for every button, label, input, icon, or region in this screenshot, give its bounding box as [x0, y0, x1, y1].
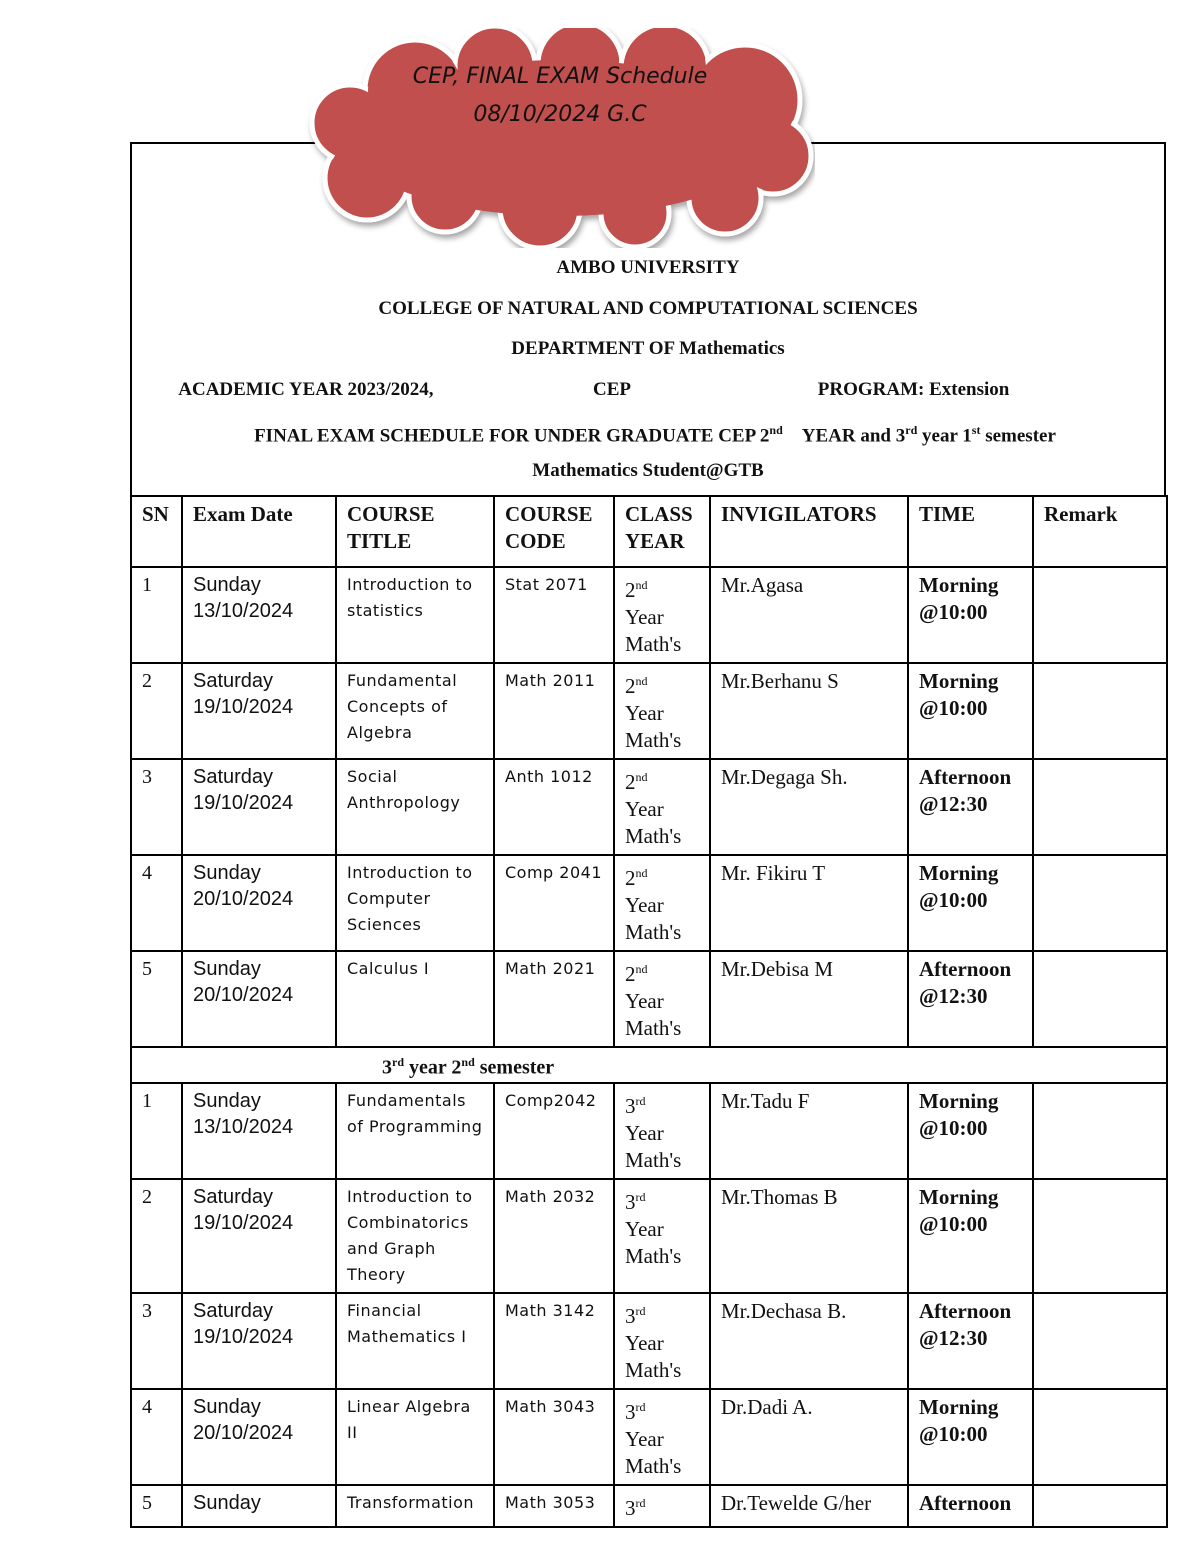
time-value: @10:00 — [919, 1115, 988, 1140]
class-year-cell — [614, 759, 710, 855]
course-title-cell: Fundamentals of Programming — [336, 1083, 494, 1179]
section-heading-row — [131, 1047, 1167, 1083]
class-year-text: Year Math's — [625, 1330, 682, 1382]
exam-day: Saturday — [193, 1299, 274, 1322]
time-cell — [908, 855, 1033, 951]
column-header: COURSE TITLE — [336, 496, 494, 567]
exam-date-cell — [182, 1485, 336, 1527]
exam-date: 19/10/2024 — [193, 1325, 294, 1348]
exam-date-cell — [182, 567, 336, 663]
schedule-title-part: year 1 — [917, 425, 972, 447]
course-code-cell: Stat 2071 — [494, 567, 614, 663]
exam-day: Sunday — [193, 1491, 261, 1514]
time-period: Afternoon — [919, 765, 1012, 789]
course-title-cell: Introduction to Combinatorics and Graph Theory — [336, 1179, 494, 1293]
exam-date: 20/10/2024 — [193, 1421, 294, 1444]
class-year-number: 3 — [625, 1093, 636, 1118]
column-header: SN — [131, 496, 182, 567]
schedule-title-sup: nd — [769, 423, 783, 437]
invigilator-cell: Mr.Degaga Sh. — [710, 759, 908, 855]
course-title-cell: Financial Mathematics I — [336, 1293, 494, 1389]
department-name: DEPARTMENT OF Mathematics — [511, 338, 785, 359]
course-code-cell: Comp 2041 — [494, 855, 614, 951]
invigilator-cell: Mr.Debisa M — [710, 951, 908, 1047]
time-cell — [908, 1485, 1033, 1527]
exam-day: Sunday — [193, 862, 261, 884]
class-year-number: 2 — [625, 770, 636, 794]
time-period: Afternoon — [919, 957, 1012, 981]
invigilator-cell: Dr.Dadi A. — [710, 1389, 908, 1485]
remark-cell — [1033, 567, 1167, 663]
sn-cell: 5 — [131, 1485, 182, 1527]
class-year-suffix: rd — [635, 1399, 646, 1414]
time-period: Morning — [919, 1088, 999, 1113]
course-code-cell: Math 3053 — [494, 1485, 614, 1527]
class-year-suffix: nd — [635, 674, 648, 688]
exam-day: Saturday — [193, 670, 274, 692]
exam-day: Sunday — [193, 1395, 261, 1418]
time-cell — [908, 1389, 1033, 1485]
exam-date: 19/10/2024 — [193, 696, 294, 718]
time-value: @12:30 — [919, 984, 988, 1008]
column-header: Remark — [1033, 496, 1167, 567]
remark-cell — [1033, 951, 1167, 1047]
course-title-cell: Linear Algebra II — [336, 1389, 494, 1485]
course-code-cell: Math 3043 — [494, 1389, 614, 1485]
time-value: @10:00 — [919, 1421, 988, 1446]
schedule-title-part: semester — [980, 425, 1056, 447]
class-year-cell — [614, 951, 710, 1047]
class-year-cell — [614, 1389, 710, 1485]
class-year-suffix: rd — [635, 1303, 646, 1318]
section-heading-part: year 2 — [404, 1056, 462, 1079]
class-year-number: 2 — [625, 578, 636, 602]
schedule-title-part: FINAL EXAM SCHEDULE FOR UNDER GRADUATE CEP 2 — [254, 425, 770, 447]
table-row — [131, 567, 1167, 663]
banner-title: CEP, FINAL EXAM Schedule — [412, 64, 708, 89]
university-name: AMBO UNIVERSITY — [556, 257, 740, 278]
exam-date-cell — [182, 855, 336, 951]
time-value: @10:00 — [919, 600, 988, 624]
exam-date: 13/10/2024 — [193, 600, 294, 622]
time-cell — [908, 663, 1033, 759]
exam-date: 20/10/2024 — [193, 984, 294, 1006]
class-year-text: Year Math's — [625, 989, 682, 1040]
table-row — [131, 1179, 1167, 1293]
class-year-text: Year Math's — [625, 1216, 682, 1268]
course-code-cell: Comp2042 — [494, 1083, 614, 1179]
class-year-number: 2 — [625, 962, 636, 986]
program-label: PROGRAM: Extension — [817, 378, 1010, 400]
exam-date-cell — [182, 1083, 336, 1179]
exam-date: 13/10/2024 — [193, 1115, 294, 1138]
class-year-cell — [614, 1083, 710, 1179]
college-name: COLLEGE OF NATURAL AND COMPUTATIONAL SCIENCES — [378, 297, 918, 319]
time-value: @12:30 — [919, 1325, 988, 1350]
schedule-title — [130, 412, 1166, 453]
table-row — [131, 951, 1167, 1047]
table-header-row — [131, 496, 1167, 567]
exam-date-cell — [182, 1179, 336, 1293]
class-year-suffix: nd — [635, 770, 648, 784]
invigilator-cell: Mr.Thomas B — [710, 1179, 908, 1293]
sn-cell: 4 — [131, 855, 182, 951]
exam-day: Sunday — [193, 1089, 261, 1112]
class-year-text: Year Math's — [625, 1120, 682, 1172]
class-year-cell — [614, 1485, 710, 1527]
banner-date: 08/10/2024 G.C — [473, 102, 647, 127]
table-row — [131, 1293, 1167, 1389]
sn-cell: 1 — [131, 1083, 182, 1179]
section-heading-part: 3 — [382, 1056, 392, 1079]
invigilator-cell: Mr.Tadu F — [710, 1083, 908, 1179]
table-body — [131, 567, 1167, 1527]
class-year-text: Year Math's — [625, 1426, 682, 1478]
time-period: Morning — [919, 669, 999, 693]
time-period: Morning — [919, 1394, 999, 1419]
invigilator-cell: Mr.Agasa — [710, 567, 908, 663]
time-period: Afternoon — [919, 1298, 1012, 1323]
class-year-suffix: rd — [635, 1495, 646, 1510]
time-period: Morning — [919, 1184, 999, 1209]
section-heading — [131, 1047, 1167, 1083]
column-header: Exam Date — [182, 496, 336, 567]
remark-cell — [1033, 1485, 1167, 1527]
course-code-cell: Math 2021 — [494, 951, 614, 1047]
remark-cell — [1033, 855, 1167, 951]
class-year-cell — [614, 567, 710, 663]
sn-cell: 1 — [131, 567, 182, 663]
exam-date-cell — [182, 663, 336, 759]
sn-cell: 2 — [131, 663, 182, 759]
class-year-suffix: nd — [635, 866, 648, 880]
class-year-number: 3 — [625, 1303, 636, 1328]
exam-date-cell — [182, 1389, 336, 1485]
remark-cell — [1033, 663, 1167, 759]
class-year-text: Year Math's — [625, 797, 682, 848]
column-header: CLASS YEAR — [614, 496, 710, 567]
schedule-title-sup: st — [971, 423, 981, 437]
section-heading-sup: nd — [461, 1055, 475, 1069]
time-value: @10:00 — [919, 1211, 988, 1236]
invigilator-cell: Dr.Tewelde G/her — [710, 1485, 908, 1527]
exam-schedule-table — [130, 495, 1168, 1528]
class-year-cell — [614, 1179, 710, 1293]
table-row — [131, 759, 1167, 855]
class-year-text: Year Math's — [625, 701, 682, 752]
invigilator-cell: Mr.Berhanu S — [710, 663, 908, 759]
time-period: Morning — [919, 861, 999, 885]
course-title-cell: Social Anthropology — [336, 759, 494, 855]
remark-cell — [1033, 759, 1167, 855]
course-title-cell: Introduction to statistics — [336, 567, 494, 663]
class-year-cell — [614, 663, 710, 759]
exam-date-cell — [182, 1293, 336, 1389]
course-code-cell: Math 2032 — [494, 1179, 614, 1293]
exam-date-cell — [182, 951, 336, 1047]
exam-date: 19/10/2024 — [193, 792, 294, 814]
cloud-banner-text — [305, 58, 815, 134]
class-year-suffix: nd — [635, 962, 648, 976]
column-header: COURSE CODE — [494, 496, 614, 567]
schedule-title-sup: rd — [905, 423, 918, 437]
class-year-suffix: rd — [635, 1093, 646, 1108]
time-cell — [908, 567, 1033, 663]
table-row — [131, 1485, 1167, 1527]
exam-day: Saturday — [193, 1185, 274, 1208]
exam-date-cell — [182, 759, 336, 855]
exam-day: Sunday — [193, 574, 261, 596]
time-cell — [908, 759, 1033, 855]
class-year-number: 3 — [625, 1495, 636, 1520]
invigilator-cell: Mr.Dechasa B. — [710, 1293, 908, 1389]
exam-day: Sunday — [193, 958, 261, 980]
remark-cell — [1033, 1179, 1167, 1293]
invigilator-cell: Mr. Fikiru T — [710, 855, 908, 951]
class-year-number: 2 — [625, 674, 636, 698]
course-title-cell: Calculus I — [336, 951, 494, 1047]
column-header: INVIGILATORS — [710, 496, 908, 567]
course-code-cell: Math 2011 — [494, 663, 614, 759]
time-cell — [908, 1293, 1033, 1389]
section-heading-part: semester — [474, 1056, 555, 1079]
time-value: @12:30 — [919, 792, 988, 816]
class-year-text: Year Math's — [625, 605, 682, 656]
course-code-cell: Math 3142 — [494, 1293, 614, 1389]
sn-cell: 3 — [131, 1293, 182, 1389]
time-value: @10:00 — [919, 696, 988, 720]
document-heading — [130, 250, 1166, 493]
sn-cell: 5 — [131, 951, 182, 1047]
course-code-cell: Anth 1012 — [494, 759, 614, 855]
class-year-cell — [614, 855, 710, 951]
course-title-cell: Fundamental Concepts of Algebra — [336, 663, 494, 759]
class-year-cell — [614, 1293, 710, 1389]
time-cell — [908, 1083, 1033, 1179]
class-year-suffix: nd — [635, 578, 648, 592]
schedule-subtitle: Mathematics Student@GTB — [532, 459, 764, 481]
sn-cell: 2 — [131, 1179, 182, 1293]
class-year-suffix: rd — [635, 1189, 646, 1204]
remark-cell — [1033, 1293, 1167, 1389]
class-year-number: 3 — [625, 1189, 636, 1214]
class-year-number: 3 — [625, 1399, 636, 1424]
academic-year: ACADEMIC YEAR 2023/2024, — [178, 378, 434, 400]
table-row — [131, 663, 1167, 759]
cep-label: CEP — [593, 378, 631, 400]
class-year-number: 2 — [625, 866, 636, 890]
time-cell — [908, 951, 1033, 1047]
course-title-cell: Transformation — [336, 1485, 494, 1527]
exam-date: 20/10/2024 — [193, 888, 294, 910]
course-title-cell: Introduction to Computer Sciences — [336, 855, 494, 951]
time-value: @10:00 — [919, 888, 988, 912]
academic-year-line — [130, 372, 1166, 413]
table-row — [131, 1389, 1167, 1485]
table-row — [131, 855, 1167, 951]
table-row — [131, 1083, 1167, 1179]
exam-date: 19/10/2024 — [193, 1211, 294, 1234]
time-period: Morning — [919, 573, 999, 597]
exam-day: Saturday — [193, 766, 274, 788]
time-period: Afternoon — [919, 1490, 1012, 1515]
sn-cell: 3 — [131, 759, 182, 855]
column-header: TIME — [908, 496, 1033, 567]
class-year-text: Year Math's — [625, 893, 682, 944]
remark-cell — [1033, 1389, 1167, 1485]
remark-cell — [1033, 1083, 1167, 1179]
schedule-title-part: YEAR and 3 — [801, 425, 906, 447]
section-heading-sup: rd — [392, 1055, 404, 1069]
time-cell — [908, 1179, 1033, 1293]
sn-cell: 4 — [131, 1389, 182, 1485]
